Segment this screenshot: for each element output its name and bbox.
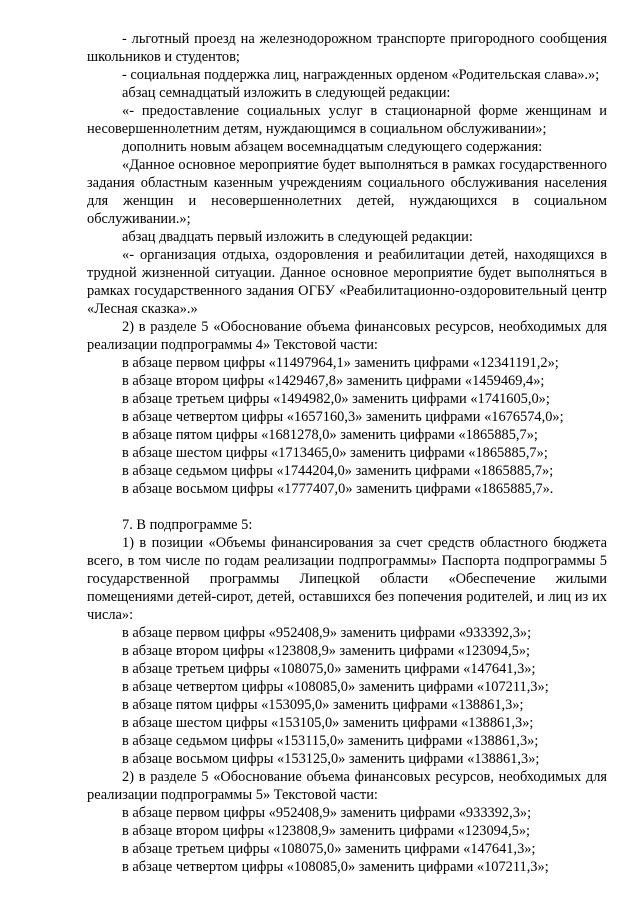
amendment-line: в абзаце втором цифры «123808,9» заменить цифрами «123094,5»; — [122, 823, 531, 839]
amendment-line: в абзаце втором цифры «123808,9» заменить цифрами «123094,5»; — [122, 643, 531, 659]
amendment-line: в абзаце восьмом цифры «153125,0» заменить цифрами «138861,3»; — [122, 751, 540, 767]
paragraph: 2) в разделе 5 «Обоснование объема финансовых ресурсов, необходимых для реализации подпрограммы 5» Текстовой части: — [87, 769, 607, 803]
amendment-line: в абзаце первом цифры «952408,9» заменить цифрами «933392,3»; — [122, 625, 532, 641]
paragraph: «- организация отдыха, оздоровления и реабилитации детей, находящихся в трудной жизненной ситуации. Данное основное мероприятие будет выполняться в рамках государственного задания ОГБУ «Реабилитационно-оздоровительный центр «Лесная сказка».» — [87, 247, 607, 317]
amendment-line: в абзаце втором цифры «1429467,8» заменить цифрами «1459469,4»; — [122, 373, 545, 389]
amendment-line: в абзаце третьем цифры «108075,0» заменить цифрами «147641,3»; — [122, 841, 536, 857]
amendment-line: в абзаце шестом цифры «1713465,0» заменить цифрами «1865885,7»; — [122, 445, 548, 461]
amendment-line: в абзаце шестом цифры «153105,0» заменить цифрами «138861,3»; — [122, 715, 534, 731]
amendment-line: в абзаце первом цифры «952408,9» заменить цифрами «933392,3»; — [122, 805, 532, 821]
paragraph: «Данное основное мероприятие будет выполняться в рамках государственного задания областным казенным учреждениям социального обслуживания населения для женщин и несовершеннолетних детей, нуждающихся в социальном обслуживании.»; — [87, 157, 607, 227]
blank-line — [87, 498, 607, 516]
paragraph: - социальная поддержка лиц, награжденных орденом «Родительская слава».»; — [122, 67, 600, 83]
amendment-line: в абзаце первом цифры «11497964,1» заменить цифрами «12341191,2»; — [122, 355, 559, 371]
paragraph: дополнить новым абзацем восемнадцатым следующего содержания: — [122, 139, 543, 155]
amendment-line: в абзаце седьмом цифры «1744204,0» заменить цифрами «1865885,7»; — [122, 463, 554, 479]
paragraph: 2) в разделе 5 «Обоснование объема финансовых ресурсов, необходимых для реализации подпрограммы 4» Текстовой части: — [87, 319, 607, 353]
amendment-line: в абзаце четвертом цифры «108085,0» заменить цифрами «107211,3»; — [122, 859, 549, 875]
amendment-line: в абзаце четвертом цифры «108085,0» заменить цифрами «107211,3»; — [122, 679, 549, 695]
amendment-line: в абзаце пятом цифры «153095,0» заменить цифрами «138861,3»; — [122, 697, 524, 713]
amendment-line: в абзаце четвертом цифры «1657160,3» заменить цифрами «1676574,0»; — [122, 409, 564, 425]
paragraph: - льготный проезд на железнодорожном транспорте пригородного сообщения школьников и студентов; — [87, 31, 607, 65]
paragraph: абзац двадцать первый изложить в следующей редакции: — [122, 229, 473, 245]
amendment-line: в абзаце пятом цифры «1681278,0» заменить цифрами «1865885,7»; — [122, 427, 538, 443]
paragraph: абзац семнадцатый изложить в следующей редакции: — [122, 85, 451, 101]
amendment-line: в абзаце седьмом цифры «153115,0» заменить цифрами «138861,3»; — [122, 733, 539, 749]
amendment-line: в абзаце восьмом цифры «1777407,0» заменить цифрами «1865885,7». — [122, 481, 554, 497]
paragraph: «- предоставление социальных услуг в стационарной форме женщинам и несовершеннолетним детям, нуждающимся в социальном обслуживании»; — [87, 103, 607, 137]
amendment-line: в абзаце третьем цифры «1494982,0» заменить цифрами «1741605,0»; — [122, 391, 550, 407]
amendment-line: в абзаце третьем цифры «108075,0» заменить цифрами «147641,3»; — [122, 661, 536, 677]
paragraph: 7. В подпрограмме 5: — [122, 517, 253, 533]
paragraph: 1) в позиции «Объемы финансирования за счет средств областного бюджета всего, в том числе по годам реализации подпрограммы» Паспорта подпрограммы 5 государственной программы Липецкой области «Обеспечение жилыми помещениями детей-сирот, детей, оставшихся без попечения родителей, и лиц из их числа»: — [87, 535, 607, 623]
